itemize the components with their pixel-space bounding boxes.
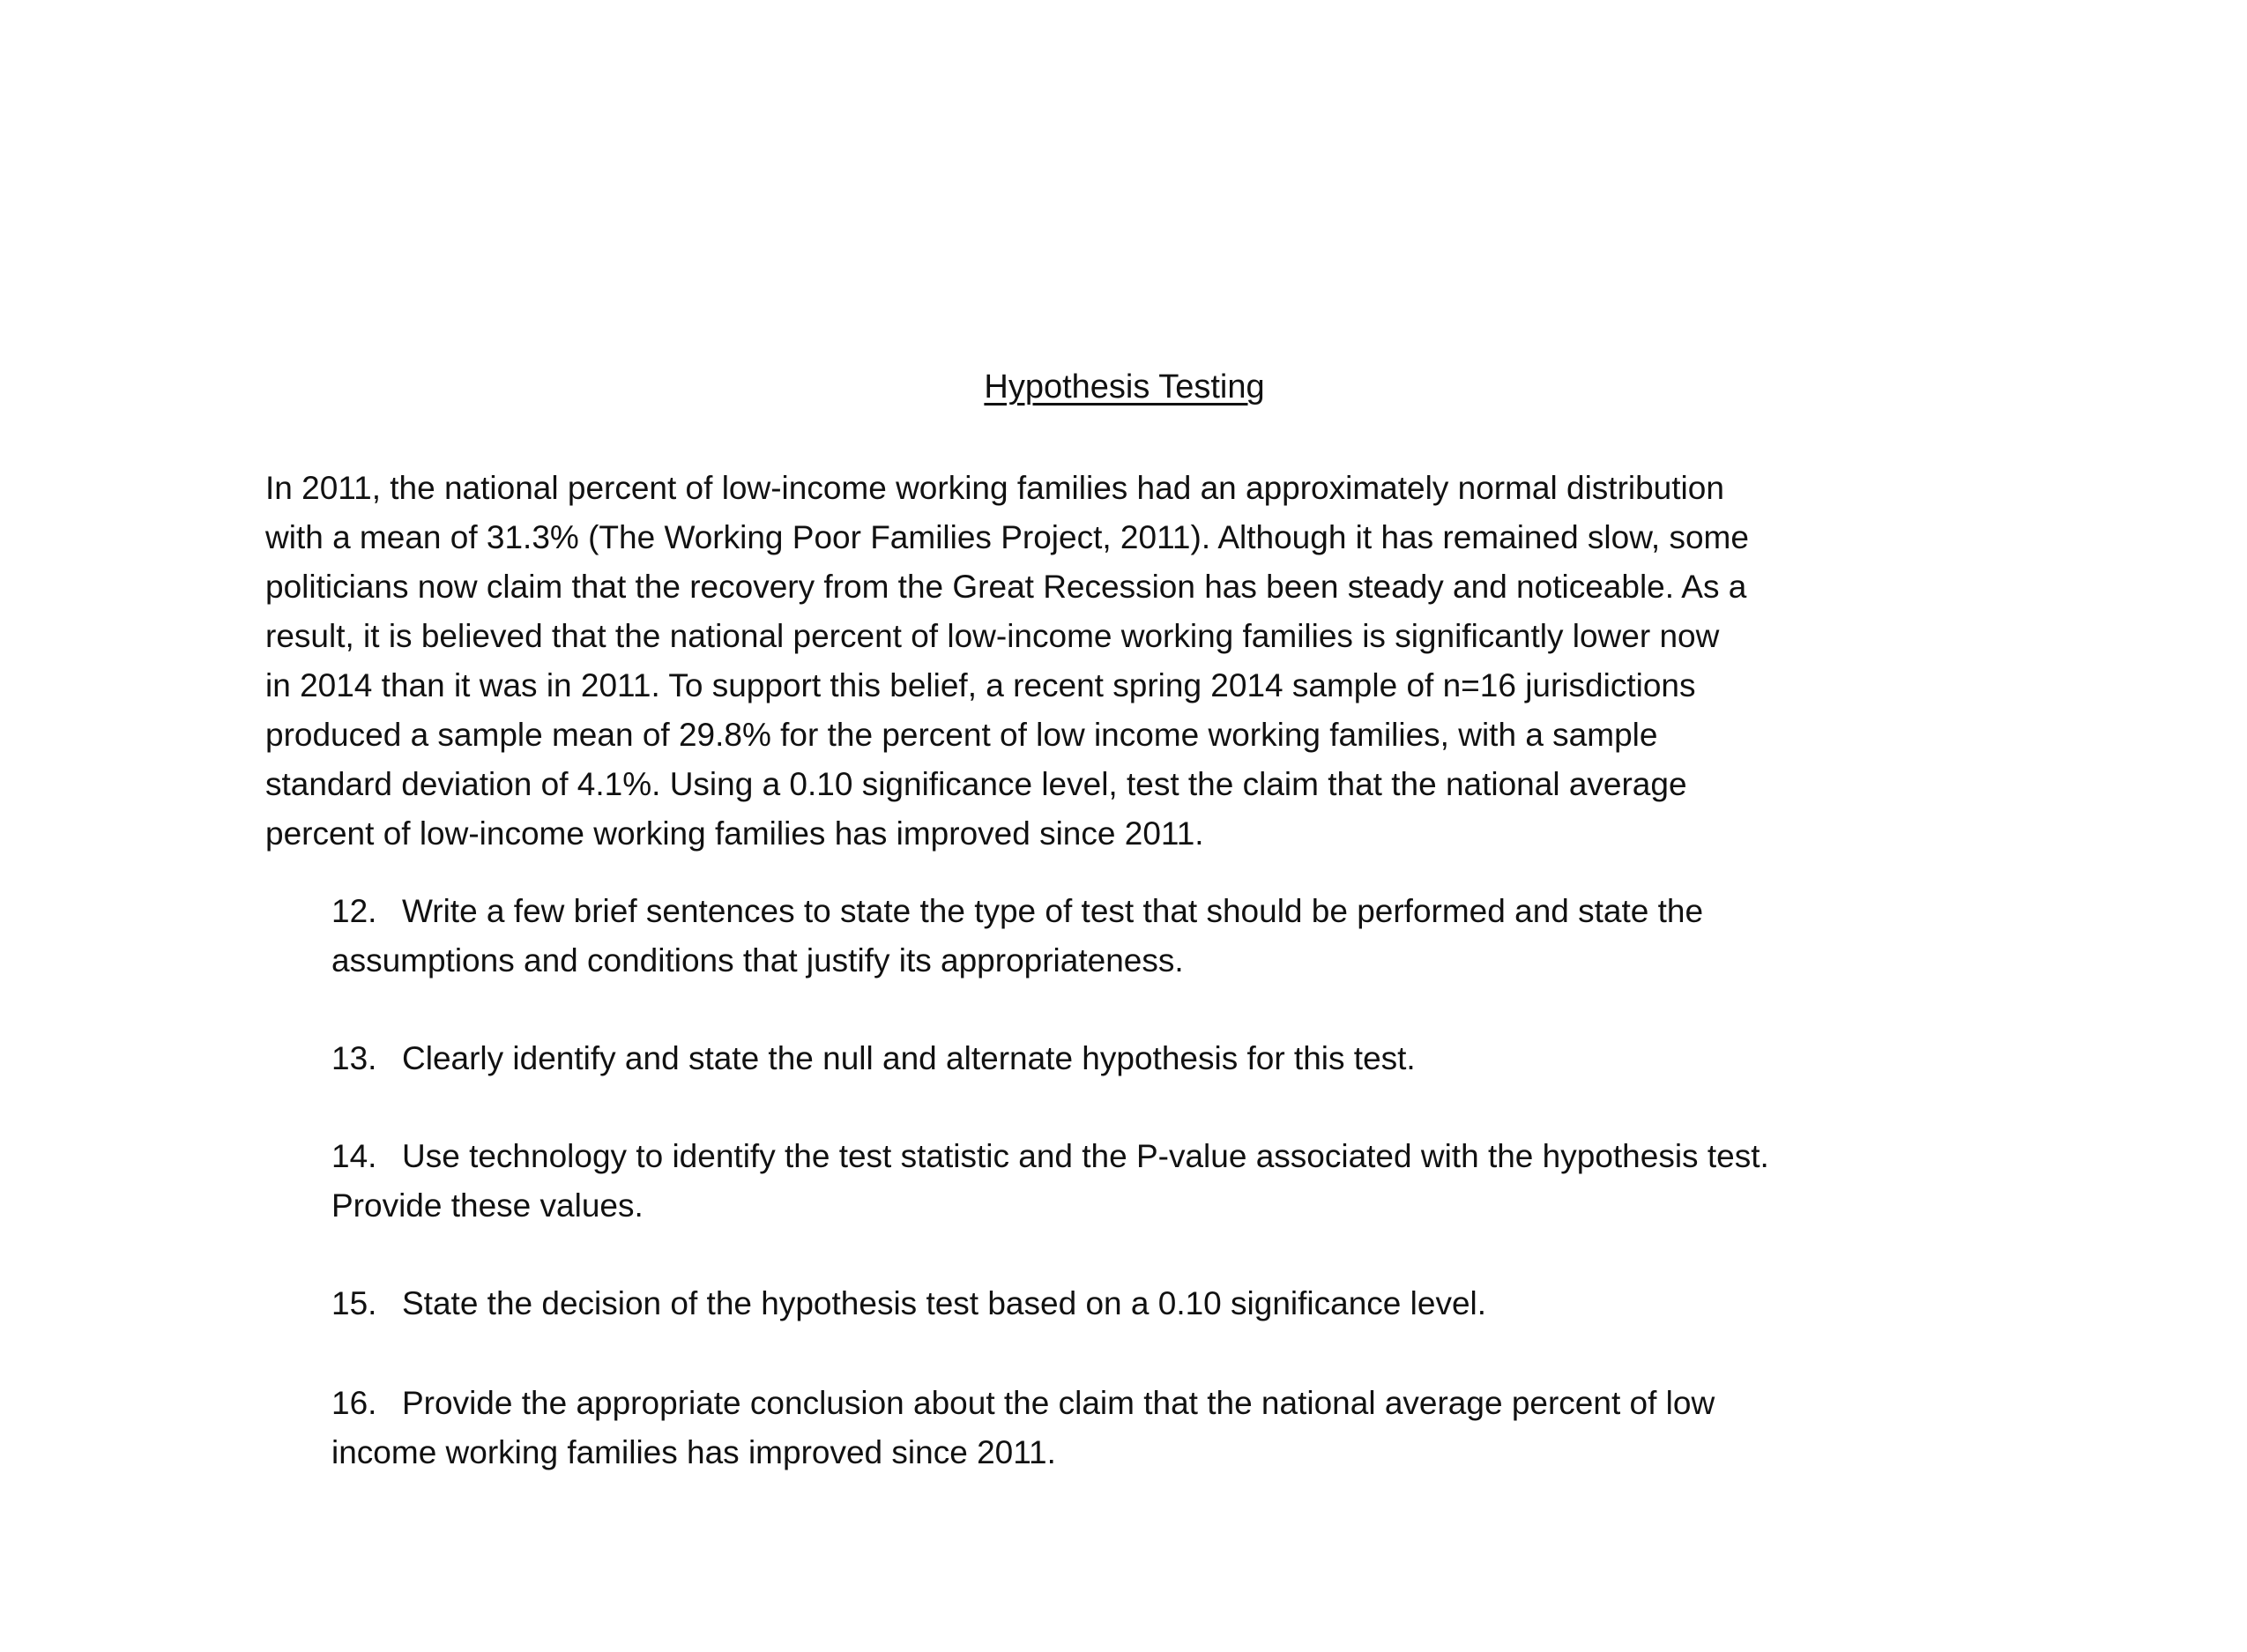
paragraph-line: produced a sample mean of 29.8% for the percent of low income working families, with a sample <box>265 717 1658 753</box>
question-number: 13. <box>331 1040 377 1076</box>
question-text-continued: assumptions and conditions that justify its appropriateness. <box>331 942 1184 979</box>
question-text: Use technology to identify the test statistic and the P-value associated with the hypothesis test. <box>402 1138 1769 1174</box>
paragraph-line: standard deviation of 4.1%. Using a 0.10 significance level, test the claim that the national average <box>265 766 1687 802</box>
question-number: 12. <box>331 893 377 929</box>
question-number: 14. <box>331 1138 377 1174</box>
question-text: Write a few brief sentences to state the type of test that should be performed and state the <box>402 893 1704 929</box>
question-text: Provide the appropriate conclusion about the claim that the national average percent of low <box>402 1385 1715 1421</box>
question-text-continued: Provide these values. <box>331 1187 644 1224</box>
question-number: 16. <box>331 1385 377 1421</box>
paragraph-line: In 2011, the national percent of low-income working families had an approximately normal distribution <box>265 470 1724 506</box>
question-text: Clearly identify and state the null and alternate hypothesis for this test. <box>402 1040 1416 1076</box>
paragraph-line: politicians now claim that the recovery from the Great Recession has been steady and noticeable. As a <box>265 569 1747 605</box>
page-title <box>0 362 2247 412</box>
paragraph-line: in 2014 than it was in 2011. To support this belief, a recent spring 2014 sample of n=16 jurisdictions <box>265 667 1696 703</box>
paragraph-line: with a mean of 31.3% (The Working Poor Families Project, 2011). Although it has remained slow, some <box>265 519 1749 555</box>
question-number: 15. <box>331 1285 377 1321</box>
title-text: Hypothesis Testing <box>984 368 1265 406</box>
question-text: State the decision of the hypothesis test based on a 0.10 significance level. <box>402 1285 1487 1321</box>
paragraph-line: result, it is believed that the national percent of low-income working families is significantly lower now <box>265 618 1720 654</box>
problem-paragraph <box>265 464 1749 859</box>
paragraph-line: percent of low-income working families has improved since 2011. <box>265 815 1204 852</box>
question-text-continued: income working families has improved since 2011. <box>331 1434 1056 1470</box>
